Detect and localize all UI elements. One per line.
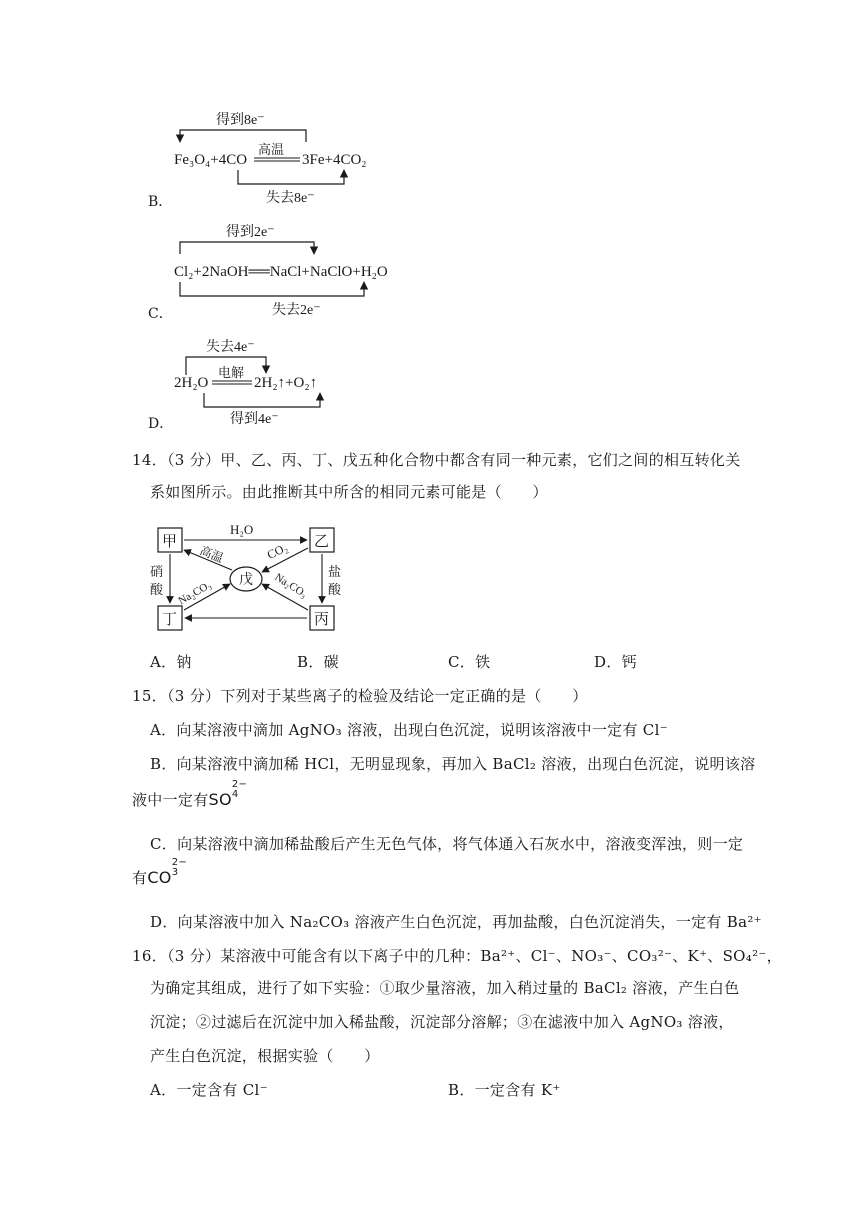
equation-left: Fe₃O₄+4CO — [174, 152, 248, 168]
option-letter-d: D． — [148, 416, 174, 432]
box-yi: 乙 — [314, 534, 330, 550]
q15-option-b-line1: B．向某溶液中滴加稀 HCl，无明显现象，再加入 BaCl₂ 溶液，出现白色沉淀，说明该溶 — [150, 755, 756, 773]
condition-label: 高温 — [258, 142, 285, 157]
q16-stem-line3: 沉淀；②过滤后在沉淀中加入稀盐酸，沉淀部分溶解；③在滤液中加入 AgNO₃ 溶液， — [150, 1013, 734, 1031]
label-suan-left: 酸 — [150, 582, 164, 597]
arrow-loss-line — [238, 170, 344, 184]
q15-option-a: A．向某溶液中滴加 AgNO₃ 溶液，出现白色沉淀，说明该溶液中一定有 Cl⁻ — [150, 721, 668, 739]
label-na2co3-left: Na₂CO₃ — [176, 579, 214, 608]
q14-option-d: D．钙 — [594, 653, 637, 671]
box-jia: 甲 — [162, 534, 178, 550]
label-h2o: H₂O — [230, 522, 254, 537]
q13-b-electron-diagram — [168, 108, 378, 208]
q15-stem: 15．（3 分）下列对于某些离子的检验及结论一定正确的是（ ） — [132, 687, 588, 705]
arrow-gain-line — [180, 130, 306, 142]
q16-stem-line4: 产生白色沉淀，根据实验（ ） — [150, 1047, 380, 1065]
q15-option-b-line2 — [132, 779, 248, 810]
label-co2: CO₂ — [264, 540, 290, 563]
q16-option-b: B．一定含有 K⁺ — [448, 1081, 561, 1099]
q13-d-electron-diagram — [168, 335, 368, 430]
label-suan-right: 酸 — [328, 582, 342, 597]
equation-right: 3Fe+4CO₂ — [302, 152, 367, 168]
label-na2co3-right: Na₂CO₃ — [272, 571, 310, 601]
condition-label: 电解 — [218, 365, 245, 380]
equation-right: 2H₂↑+O₂↑ — [254, 375, 318, 391]
equation-left: 2H₂O — [174, 375, 209, 391]
option-letter-b: B． — [148, 194, 173, 210]
q16-option-a: A．一定含有 Cl⁻ — [150, 1081, 268, 1099]
box-ding: 丁 — [162, 612, 178, 628]
q15-option-c-line2 — [132, 857, 188, 888]
loss-label: 失去8e⁻ — [266, 191, 315, 206]
q14-stem-line2: 系如图所示。由此推断其中所含的相同元素可能是（ ） — [150, 483, 548, 501]
q15-b2-text: 液中一定有 — [132, 791, 209, 809]
q16-stem-line2: 为确定其组成，进行了如下实验：①取少量溶液，加入稍过量的 BaCl₂ 溶液，产生白色 — [150, 979, 740, 997]
q14-conversion-diagram — [150, 512, 350, 637]
q14-option-b: B．碳 — [297, 653, 339, 671]
q13-c-electron-diagram — [168, 220, 438, 320]
q15-b2-ion: SO — [208, 790, 232, 809]
gain-label: 得到4e⁻ — [230, 412, 279, 427]
q14-option-c: C．铁 — [448, 653, 491, 671]
loss-label: 失去4e⁻ — [206, 340, 255, 355]
loss-label: 失去2e⁻ — [272, 303, 321, 318]
gain-label: 得到2e⁻ — [226, 225, 275, 240]
equation: Cl₂+2NaOH══NaCl+NaClO+H₂O — [174, 264, 388, 280]
q15-option-d: D．向某溶液中加入 Na₂CO₃ 溶液产生白色沉淀，再加盐酸，白色沉淀消失，一定有 Ba²⁺ — [150, 913, 762, 931]
q15-c2-text: 有 — [132, 869, 148, 887]
q14-option-a: A．钠 — [150, 653, 192, 671]
q16-stem-line1: 16．（3 分）某溶液中可能含有以下离子中的几种：Ba²⁺、Cl⁻、NO₃⁻、CO₃²⁻、K⁺、SO₄²⁻， — [132, 947, 782, 965]
label-xiao: 硝 — [150, 564, 164, 579]
q14-stem-line1: 14．（3 分）甲、乙、丙、丁、戊五种化合物中都含有同一种元素，它们之间的相互转化关 — [132, 451, 741, 469]
box-bing: 丙 — [314, 612, 330, 628]
label-gaowen: 高温 — [197, 543, 226, 566]
option-letter-c: C． — [148, 306, 173, 322]
q15-c2-ion: CO — [147, 868, 172, 887]
q15-b2-charge: 2− 4 — [231, 779, 248, 800]
q15-option-c-line1: C．向某溶液中滴加稀盐酸后产生无色气体，将气体通入石灰水中，溶液变浑浊，则一定 — [150, 835, 744, 853]
circle-wu: 戊 — [239, 573, 253, 588]
gain-label: 得到8e⁻ — [216, 113, 265, 128]
q15-c2-charge: 2− 3 — [171, 857, 188, 878]
label-yan: 盐 — [328, 564, 342, 579]
